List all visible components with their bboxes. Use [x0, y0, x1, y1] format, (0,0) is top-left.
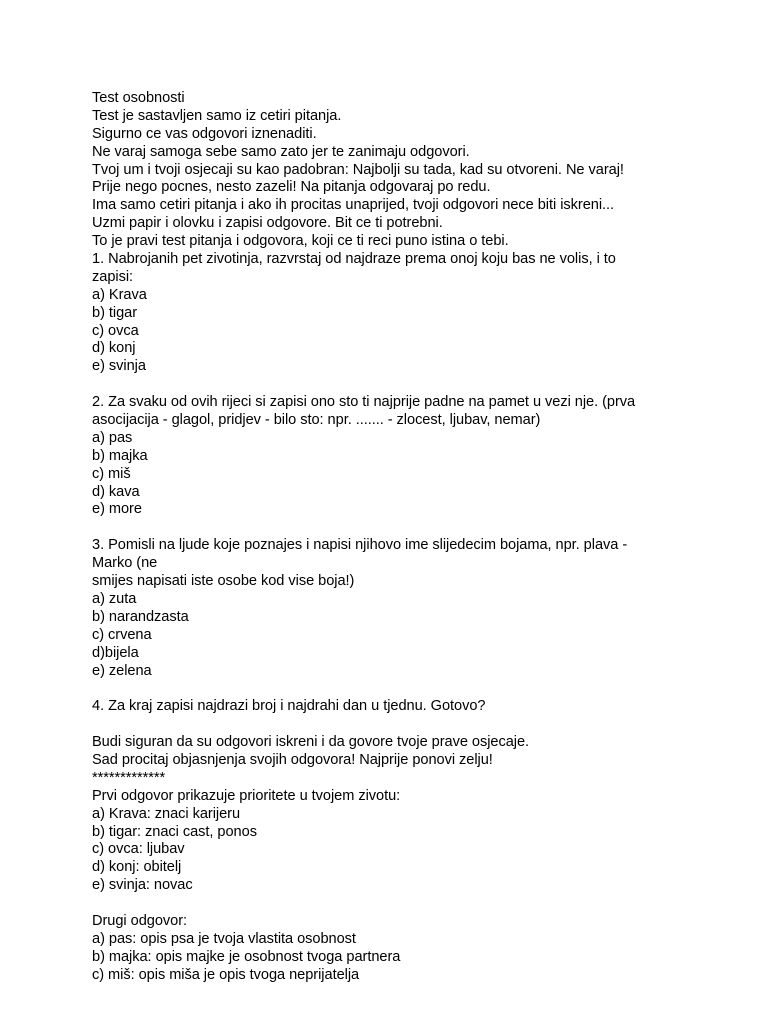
text-line: Tvoj um i tvoji osjecaji su kao padobran: Najbolji su tada, kad su otvoreni. Ne varaj!: [92, 161, 624, 178]
list-item: b) narandzasta: [92, 608, 189, 625]
question-3-section: [92, 537, 752, 680]
list-item: d) kava: [92, 483, 140, 500]
list-item: b) majka: [92, 447, 148, 464]
list-item: e) more: [92, 501, 142, 518]
paragraph-gap: [92, 716, 752, 734]
question-4-section: [92, 698, 752, 716]
separator-asterisks: *************: [92, 769, 166, 786]
question-text: Marko (ne: [92, 555, 158, 572]
list-item: d)bijela: [92, 644, 139, 661]
list-item: c) miš: [92, 465, 131, 482]
question-text: 1. Nabrojanih pet zivotinja, razvrstaj od najdraze prema onoj koju bas ne volis, i to: [92, 251, 616, 268]
answer-heading: Drugi odgovor:: [92, 912, 188, 929]
answer-heading: Prvi odgovor prikazuje prioritete u tvojem zivotu:: [92, 787, 401, 804]
list-item: b) tigar: znaci cast, ponos: [92, 823, 257, 840]
paragraph-gap: [92, 519, 752, 537]
text-line: Budi siguran da su odgovori iskreni i da govore tvoje prave osjecaje.: [92, 734, 530, 751]
document-title: Test osobnosti: [92, 90, 185, 106]
list-item: b) tigar: [92, 304, 138, 321]
list-item: a) Krava: znaci karijeru: [92, 805, 241, 822]
list-item: a) zuta: [92, 590, 137, 607]
question-1-section: [92, 251, 752, 376]
question-text: smijes napisati iste osobe kod vise boja!): [92, 573, 355, 590]
list-item: d) konj: [92, 340, 136, 357]
paragraph-gap: [92, 680, 752, 698]
list-item: c) ovca: [92, 322, 139, 339]
text-line: Ne varaj samoga sebe samo zato jer te zanimaju odgovori.: [92, 143, 470, 160]
list-item: e) zelena: [92, 662, 152, 679]
question-2-section: [92, 394, 752, 519]
paragraph-gap: [92, 895, 752, 913]
text-line: Sad procitaj objasnjenja svojih odgovora! Najprije ponovi zelju!: [92, 751, 493, 768]
question-text: asocijacija - glagol, pridjev - bilo sto: npr. ....... - zlocest, ljubav, nemar): [92, 412, 541, 429]
closing-section: [92, 734, 752, 895]
text-line: To je pravi test pitanja i odgovora, koji ce ti reci puno istina o tebi.: [92, 233, 509, 250]
intro-section: [92, 90, 752, 251]
list-item: a) pas: opis psa je tvoja vlastita osobnost: [92, 930, 356, 947]
text-line: Ima samo cetiri pitanja i ako ih procitas unaprijed, tvoji odgovori nece biti iskreni...: [92, 197, 615, 214]
document-page: [92, 90, 752, 985]
question-text: 2. Za svaku od ovih rijeci si zapisi ono sto ti najprije padne na pamet u vezi nje. (prva: [92, 394, 636, 411]
paragraph-gap: [92, 376, 752, 394]
list-item: b) majka: opis majke je osobnost tvoga partnera: [92, 948, 401, 965]
question-text: zapisi:: [92, 268, 134, 285]
question-text: 4. Za kraj zapisi najdrazi broj i najdrahi dan u tjednu. Gotovo?: [92, 698, 486, 715]
list-item: e) svinja: [92, 358, 146, 375]
list-item: c) miš: opis miša je opis tvoga neprijatelja: [92, 966, 360, 983]
text-line: Sigurno ce vas odgovori iznenaditi.: [92, 125, 317, 142]
text-line: Prije nego pocnes, nesto zazeli! Na pitanja odgovaraj po redu.: [92, 179, 491, 196]
list-item: d) konj: obitelj: [92, 859, 182, 876]
list-item: c) crvena: [92, 626, 152, 643]
list-item: c) ovca: ljubav: [92, 841, 185, 858]
answer-2-section: [92, 913, 752, 985]
list-item: a) pas: [92, 429, 133, 446]
list-item: e) svinja: novac: [92, 877, 193, 894]
question-text: 3. Pomisli na ljude koje poznajes i napisi njihovo ime slijedecim bojama, npr. plava -: [92, 537, 628, 554]
list-item: a) Krava: [92, 286, 147, 303]
text-line: Test je sastavljen samo iz cetiri pitanja.: [92, 107, 342, 124]
text-line: Uzmi papir i olovku i zapisi odgovore. Bit ce ti potrebni.: [92, 215, 443, 232]
